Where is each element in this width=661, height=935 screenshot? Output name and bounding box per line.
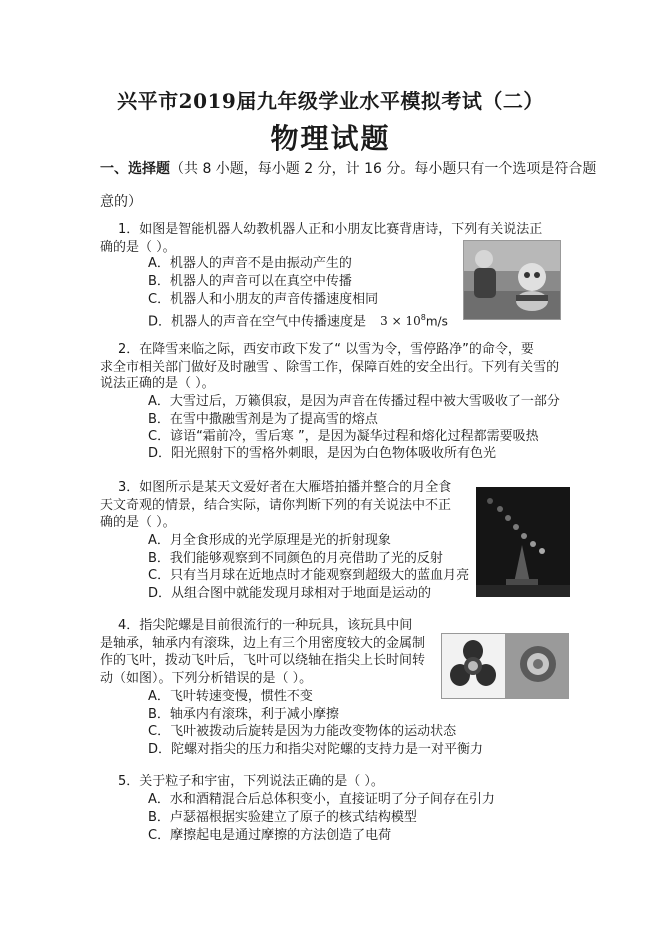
q5-option-c: C．摩擦起电是通过摩擦的方法创造了电荷 bbox=[148, 828, 392, 843]
fidget-spinner-photo bbox=[441, 633, 569, 699]
q2-stem-line1: 2．在降雪来临之际，西安市政下发了“ 以雪为令，雪停路净”的命令，要 bbox=[118, 342, 534, 357]
q4-stem-line1: 4．指尖陀螺是目前很流行的一种玩具，该玩具中间 bbox=[118, 618, 413, 633]
q3-option-b: B．我们能够观察到不同颜色的月亮借助了光的反射 bbox=[148, 551, 443, 566]
q1-option-b: B．机器人的声音可以在真空中传播 bbox=[148, 274, 352, 289]
lunar-eclipse-photo bbox=[476, 487, 570, 597]
q3-stem-line1: 3．如图所示是某天文爱好者在大雁塔拍播并整合的月全食 bbox=[118, 480, 452, 495]
q5-option-a: A．水和酒精混合后总体积变小，直接证明了分子间存在引力 bbox=[148, 792, 495, 807]
q1-option-c: C．机器人和小朋友的声音传播速度相同 bbox=[148, 292, 379, 307]
q3-option-d: D．从组合图中就能发现月球相对于地面是运动的 bbox=[148, 586, 432, 601]
q4-option-c: C．飞叶被拨动后旋转是因为力能改变物体的运动状态 bbox=[148, 724, 457, 739]
q3-option-c: C．只有当月球在近地点时才能观察到超级大的蓝血月亮 bbox=[148, 568, 470, 583]
q5-option-b: B．卢瑟福根据实验建立了原子的核式结构模型 bbox=[148, 810, 417, 825]
q1-stem-line1: 1．如图是智能机器人幼教机器人正和小朋友比赛背唐诗，下列有关说法正 bbox=[118, 222, 543, 237]
q1-option-d: D．机器人的声音在空气中传播速度是 bbox=[148, 314, 367, 330]
q3-stem-line3: 确的是（ ）。 bbox=[100, 515, 176, 530]
q4-option-a: A．飞叶转速变慢，惯性不变 bbox=[148, 689, 313, 704]
q4-option-d: D．陀螺对指尖的压力和指尖对陀螺的支持力是一对平衡力 bbox=[148, 742, 484, 757]
section-description: （共 8 小题，每小题 2 分，计 16 分。每小题只有一个选项是符合题 bbox=[170, 161, 597, 177]
section-description-cont: 意的） bbox=[100, 194, 142, 210]
q1-speed-exponent: 8 bbox=[420, 313, 426, 322]
robot-child-photo bbox=[463, 240, 561, 320]
q2-stem-line2: 求全市相关部门做好及时融雪 、除雪工作，保障百姓的安全出行。下列有关雪的 bbox=[100, 360, 560, 375]
q1-speed-unit: m/s bbox=[425, 314, 448, 329]
q4-stem-line3: 作的飞叶，拨动飞叶后，飞叶可以绕轴在指尖上长时间转 bbox=[100, 653, 426, 668]
section-heading-row bbox=[100, 160, 596, 178]
q3-option-a: A．月全食形成的光学原理是光的折射现象 bbox=[148, 533, 391, 548]
q2-stem-line3: 说法正确的是（ ）。 bbox=[100, 376, 215, 391]
q5-stem-line1: 5．关于粒子和宇宙，下列说法正确的是（ ）。 bbox=[118, 774, 384, 789]
q1-stem-line2: 确的是（ ）。 bbox=[100, 240, 176, 255]
q4-option-b: B．轴承内有滚珠，利于减小摩擦 bbox=[148, 707, 339, 722]
q2-option-b: B．在雪中撒融雪剂是为了提高雪的熔点 bbox=[148, 412, 378, 427]
q1-option-d-row bbox=[148, 309, 448, 331]
q2-option-a: A．大雪过后，万籁俱寂，是因为声音在传播过程中被大雪吸收了一部分 bbox=[148, 394, 560, 409]
q2-option-d: D．阳光照射下的雪格外刺眼，是因为白色物体吸收所有色光 bbox=[148, 446, 497, 461]
q1-option-a: A．机器人的声音不是由振动产生的 bbox=[148, 256, 352, 271]
q1-speed-value: 3 × 10 bbox=[380, 314, 421, 329]
q3-stem-line2: 天文奇观的情景，结合实际，请你判断下列的有关说法中不正 bbox=[100, 498, 452, 513]
q4-stem-line2: 是轴承，轴承内有滚珠，边上有三个用密度较大的金属制 bbox=[100, 636, 426, 651]
exam-title: 兴平市2019届九年级学业水平模拟考试（二） bbox=[117, 89, 544, 113]
section-heading: 一、选择题 bbox=[100, 161, 170, 177]
exam-subject-title: 物理试题 bbox=[270, 122, 391, 155]
q4-stem-line4: 动（如图）。下列分析错误的是（ ）。 bbox=[100, 671, 313, 686]
q2-option-c: C．谚语“霜前冷，雪后寒 ”，是因为凝华过程和熔化过程都需要吸热 bbox=[148, 429, 539, 444]
